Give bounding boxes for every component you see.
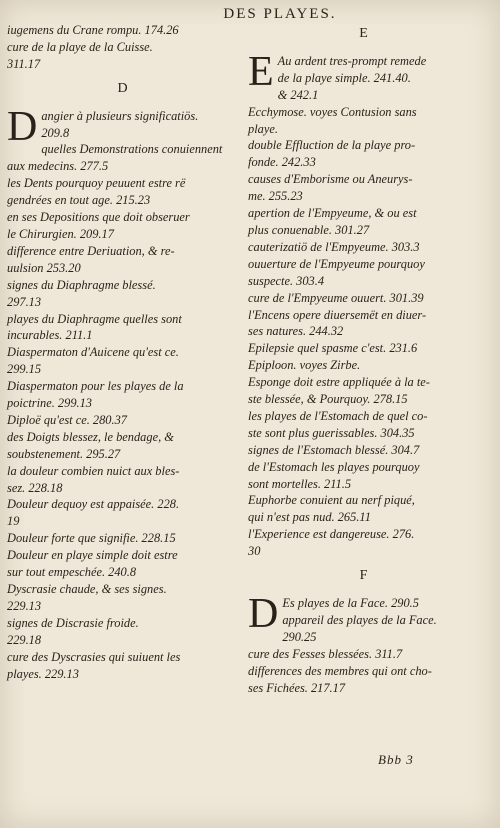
right-column (248, 22, 480, 696)
index-entry: Euphorbe conuient au nerf piqué, (248, 493, 415, 508)
index-entry: incurables. 211.1 (7, 328, 93, 343)
index-entry: de l'Estomach les playes pourquoy (248, 459, 420, 474)
section-letter-e: E (359, 26, 369, 41)
index-entry: causes d'Emborisme ou Aneurys- (248, 172, 413, 187)
index-entry: double Effluction de la playe pro- (248, 138, 416, 153)
index-entry: differences des membres qui ont cho- (248, 663, 432, 678)
index-entry: sur tout empeschée. 240.8 (7, 565, 137, 580)
index-entry: 229.13 (7, 598, 42, 613)
index-entry: iugemens du Crane rompu. 174.26 (7, 23, 179, 37)
index-entry: de la playe simple. 241.40. (277, 70, 411, 85)
index-entry: playe. (248, 121, 278, 136)
top-entries (7, 22, 239, 73)
index-entry: apertion de l'Empyeume, & ou est (248, 206, 417, 221)
index-entry: Au ardent tres-prompt remede (277, 53, 427, 68)
index-entry: Epilepsie quel spasme c'est. 231.6 (248, 341, 418, 356)
index-entry: poictrine. 299.13 (7, 396, 93, 411)
index-entry: playes du Diaphragme quelles sont (7, 311, 182, 326)
index-entry: signes de l'Estomach blessé. 304.7 (248, 442, 420, 457)
index-entry: cauterizatiö de l'Empyeume. 303.3 (248, 239, 420, 254)
index-entry: Epiploon. voyes Zirbe. (248, 358, 361, 373)
index-entry: ouuerture de l'Empyeume pourquoy (248, 256, 425, 271)
index-entry: cure des Fesses blessées. 311.7 (248, 646, 403, 661)
index-entry: signes du Diaphragme blessé. (7, 277, 156, 292)
index-entry: uulsion 253.20 (7, 260, 81, 275)
section-letter-f: F (359, 568, 369, 584)
section-d-entries (7, 103, 239, 683)
index-entry: 311.17 (7, 56, 41, 71)
index-entry: fonde. 242.33 (248, 155, 316, 170)
index-entry: playes. 229.13 (7, 666, 79, 681)
index-entry: Diploë qu'est ce. 280.37 (7, 412, 127, 427)
section-f-entries (248, 591, 480, 696)
signature-mark: Bbb 3 (378, 752, 414, 767)
index-entry: ses natures. 244.32 (248, 324, 344, 339)
running-head: DES PLAYES. (223, 6, 337, 22)
index-entry: 19 (7, 514, 20, 529)
section-letter-d: D (117, 80, 129, 96)
index-entry: cure de la playe de la Cuisse. (7, 39, 153, 54)
index-entry: sont mortelles. 211.5 (248, 476, 352, 491)
index-entry: 290.25 (282, 629, 317, 644)
index-entry: Diaspermaton pour les playes de la (7, 379, 184, 394)
index-entry: 229.18 (7, 632, 42, 647)
index-entry: ses Fichées. 217.17 (248, 680, 346, 695)
index-entry: 30 (248, 544, 261, 559)
index-entry: 297.13 (7, 294, 42, 309)
index-entry: 209.8 (41, 125, 70, 140)
index-entry: 299.15 (7, 362, 42, 377)
index-entry: Douleur en playe simple doit estre (7, 548, 178, 563)
index-entry: difference entre Deriuation, & re- (7, 243, 175, 258)
index-entry: en ses Depositions que doit obseruer (7, 210, 190, 225)
drop-cap-f: D (248, 591, 279, 637)
index-entry: & 242.1 (277, 87, 319, 102)
index-entry: Ecchymose. voyes Contusion sans (248, 104, 417, 119)
index-entry: me. 255.23 (248, 189, 303, 204)
index-entry: sez. 228.18 (7, 480, 63, 495)
index-entry: Dyscrasie chaude, & ses signes. (7, 582, 167, 596)
drop-cap-d: D (7, 103, 38, 150)
index-entry: gendrées en tout age. 215.23 (7, 193, 151, 208)
index-entry: soubstenement. 295.27 (7, 446, 121, 461)
index-entry: cure de l'Empyeume ouuert. 301.39 (248, 290, 424, 305)
index-entry: l'Experience est dangereuse. 276. (248, 527, 415, 542)
index-entry: qui n'est pas nud. 265.11 (248, 510, 371, 525)
index-entry: le Chirurgien. 209.17 (7, 226, 114, 241)
index-entry: cure des Dyscrasies qui suiuent les (7, 649, 181, 664)
index-entry: l'Encens opere diuersemët en diuer- (248, 307, 427, 322)
index-entry: Douleur forte que signifie. 228.15 (7, 531, 176, 546)
index-entry: Douleur dequoy est appaisée. 228. (7, 497, 180, 512)
index-entry: Esponge doit estre appliquée à la te- (248, 375, 430, 390)
index-entry: les playes de l'Estomach de quel co- (248, 408, 428, 423)
index-entry: la douleur combien nuict aux bles- (7, 463, 180, 478)
section-e-entries (248, 48, 480, 560)
index-entry: aux medecins. 277.5 (7, 159, 109, 174)
index-entry: ste blessée, & Pourquoy. 278.15 (248, 392, 408, 407)
drop-cap-e: E (248, 48, 274, 95)
index-entry: appareil des playes de la Face. (282, 612, 437, 627)
index-entry: Es playes de la Face. 290.5 (282, 596, 419, 610)
index-entry: des Doigts blessez, le bendage, & (7, 429, 174, 444)
index-entry: suspecte. 303.4 (248, 273, 325, 288)
index-entry: quelles Demonstrations conuiennent (41, 142, 223, 157)
index-entry: angier à plusieurs significatiös. (41, 108, 199, 123)
index-entry: les Dents pourquoy peuuent estre rë (7, 176, 186, 191)
index-entry: ste sont plus guerissables. 304.35 (248, 425, 415, 440)
index-entry: Diaspermaton d'Auicene qu'est ce. (7, 345, 179, 360)
index-entry: signes de Discrasie froide. (7, 615, 139, 630)
left-column (7, 22, 239, 682)
index-entry: plus conuenable. 301.27 (248, 222, 370, 237)
